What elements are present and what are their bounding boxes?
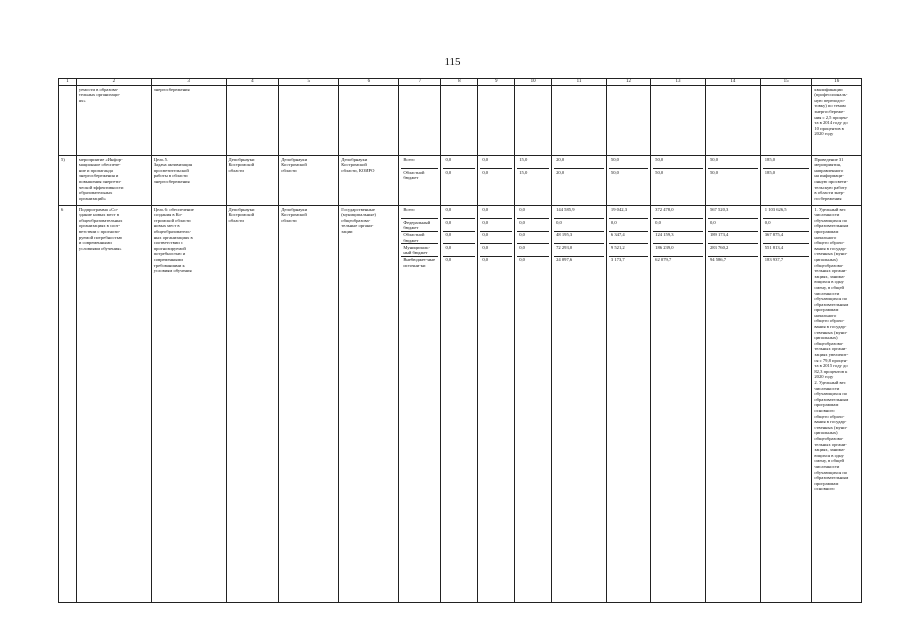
value: 48 195,3 (554, 232, 604, 245)
goal-cell-line: общеобразователь- (153, 228, 191, 234)
value: 0,0 (480, 244, 512, 257)
column-header-7: 7 (399, 79, 441, 86)
coexecutor-cell (279, 206, 339, 603)
value: 0,0 (443, 219, 475, 232)
expected-result-cell-line: тельных органи- (814, 441, 847, 447)
expected-result-cell-line: вания в государ- (814, 245, 847, 251)
responsible-cell-line: Костромской (228, 212, 255, 218)
responsible-cell-line: области (228, 167, 244, 173)
program-name-cell-line: повышения энергети- (78, 178, 122, 184)
program-name-cell (76, 156, 151, 206)
responsible-cell-line: Костромской (228, 162, 255, 168)
value: 15,0 (517, 157, 549, 170)
participant-cell (339, 86, 399, 156)
value: 50,0 (709, 169, 718, 175)
expected-result-cell-line: начального (814, 234, 837, 240)
expected-result-cell-line: ципальных) (814, 335, 838, 341)
funding-source-part: бюджет (403, 175, 419, 181)
expected-result-cell-line: товку) по темам (814, 103, 846, 109)
column-header-14: 14 (705, 79, 760, 86)
expected-result-cell-line: обучающихся по (814, 217, 848, 223)
expected-result-cell (812, 206, 862, 603)
expected-result-cell-line: образовательным (814, 396, 849, 402)
column-header-15: 15 (760, 79, 812, 86)
program-name-cell-line: здание новых мест в (78, 212, 119, 218)
row-number: 6 (59, 206, 77, 603)
value: 367 875,4 (763, 232, 810, 245)
responsible-cell-line: Депобрнауки (228, 156, 255, 162)
value-cell-col-9 (478, 156, 515, 206)
value: 50,0 (610, 169, 619, 175)
expected-result-cell-line: ную переподго- (814, 97, 846, 103)
program-table (58, 78, 862, 603)
goal-cell-line: современными (153, 256, 183, 262)
expected-result-cell-line: образовательным (814, 223, 849, 229)
value: 50,0 (655, 169, 664, 175)
column-header-1: 1 (59, 79, 77, 86)
value-cell-col-9 (478, 206, 515, 603)
responsible-cell (226, 156, 279, 206)
value-cell-col-14 (705, 156, 760, 206)
program-name-cell-line: условиями обучения» (78, 245, 122, 251)
funding-source-part: Областной (403, 169, 425, 175)
column-header-9: 9 (478, 79, 515, 86)
expected-result-cell-line: энергосбереже- (814, 108, 845, 114)
expected-result-cell-line: программам (814, 228, 839, 234)
value: 0,0 (445, 169, 452, 175)
expected-result-cell-line: основного (814, 486, 835, 492)
value-cell-col-8 (441, 86, 478, 156)
value: 20,0 (554, 157, 604, 170)
value-cell-col-12 (606, 156, 650, 206)
value: 0,0 (480, 157, 512, 170)
coexecutor-cell-line: Депобрнауки (281, 156, 308, 162)
program-name-cell-line: тельных организаци- (78, 92, 121, 98)
program-name-cell-line: руемой потребностью (78, 234, 123, 240)
goal-cell-line: соответствии с (153, 240, 183, 246)
value-cell-col-13 (651, 206, 706, 603)
value: 9 521,2 (609, 244, 648, 257)
value: 0,0 (480, 219, 512, 232)
expected-result-cell-line: в области энер- (814, 190, 845, 196)
value-cell-col-11 (552, 206, 607, 603)
expected-result-cell-line: смену, в общей (814, 458, 844, 464)
page-number: 115 (444, 56, 461, 68)
expected-result-cell-line: зациях увеличит- (814, 352, 849, 358)
participant-cell (339, 206, 399, 603)
value: 186 239,0 (653, 244, 703, 257)
program-name-cell-line: энергосбережения и (78, 173, 119, 179)
value-cell-col-13 (651, 86, 706, 156)
expected-result-cell-line: мероприятия, (814, 162, 841, 168)
value: 0,0 (653, 219, 703, 232)
expected-result-cell-line: 10 процентов в (814, 125, 844, 131)
value: 0,0 (517, 232, 549, 245)
value: 0,0 (480, 232, 512, 245)
expected-result-cell-line: ственных (муни- (814, 329, 848, 335)
value: 0,0 (445, 257, 452, 263)
value-cell-col-10 (515, 86, 552, 156)
expected-result-cell-line: та в 2015 году до (814, 363, 848, 369)
expected-result-cell (812, 86, 862, 156)
participant-cell-line: Депобрнауки (341, 156, 368, 162)
coexecutor-cell-line: области (281, 217, 297, 223)
value: 0,0 (517, 244, 549, 257)
expected-result-cell-line: общего образо- (814, 240, 845, 246)
expected-result-cell-line: образовательным (814, 301, 849, 307)
expected-result-cell-line: численности (814, 463, 840, 469)
value: 0,0 (443, 244, 475, 257)
responsible-cell-line: Депобрнауки (228, 206, 255, 212)
funding-source: Федеральный бюджет (401, 219, 438, 232)
responsible-cell-line: области (228, 217, 244, 223)
program-name-cell-line: мационное обеспече- (78, 162, 121, 168)
coexecutor-cell-line: области (281, 167, 297, 173)
expected-result-cell-line: программам (814, 480, 839, 486)
value-cell-col-8 (441, 156, 478, 206)
goal-cell-line: работы в области (153, 173, 188, 179)
value: 20,0 (556, 169, 565, 175)
value-cell-col-10 (515, 206, 552, 603)
goal-cell-line: новых мест в (153, 223, 180, 229)
expected-result-cell-line: обучающихся по (814, 391, 848, 397)
expected-result-cell-line: ся с 79,8 процен- (814, 357, 848, 363)
value: 24 097,6 (556, 257, 573, 263)
expected-result-cell-line: квалификации (814, 86, 843, 92)
expected-result-cell-line: ственных (муни- (814, 424, 848, 430)
goal-cell-line: стромской области (153, 217, 191, 223)
value: 567 520,3 (708, 207, 758, 220)
value: 0,0 (519, 257, 525, 263)
goal-cell-line: условиям обучения (153, 268, 192, 274)
responsible-cell (226, 86, 279, 156)
value: 1 103 626,5 (763, 207, 810, 220)
funding-source: Муниципаль-ный бюджет (401, 244, 438, 257)
program-name-cell-line: организациях в соот- (78, 223, 121, 229)
participant-cell-line: Костромской (341, 162, 367, 168)
value: 94 586,7 (709, 257, 727, 263)
value: 0,0 (517, 207, 549, 220)
value: 62 079,7 (655, 257, 672, 263)
value-cell-col-11 (552, 156, 607, 206)
column-header-6: 6 (339, 79, 399, 86)
expected-result-cell-line: вания в государ- (814, 324, 847, 330)
goal-cell-line: создания в Ко- (153, 212, 183, 218)
coexecutor-cell-line: Депобрнауки (281, 206, 308, 212)
value: 0,0 (708, 219, 758, 232)
expected-result-cell-line: общеобразова- (814, 435, 844, 441)
value-cell-col-9 (478, 86, 515, 156)
expected-result-cell-line: онную просвети- (814, 178, 848, 184)
value: 144 585,9 (554, 207, 604, 220)
value: 0,0 (517, 219, 549, 232)
expected-result-cell-line: общеобразова- (814, 340, 844, 346)
expected-result-cell-line: общеобразова- (814, 262, 844, 268)
value-cell-col-15 (760, 206, 812, 603)
goal-cell-line: требованиями к (153, 262, 185, 268)
funding-source: Всего (401, 157, 438, 170)
table-row (59, 86, 862, 156)
row-number (59, 86, 77, 156)
expected-result-cell-line: зациях, занима- (814, 273, 846, 279)
value: 50,0 (653, 157, 703, 170)
expected-result-cell-line: обучающихся по (814, 469, 848, 475)
expected-result-cell-line: общего образо- (814, 318, 845, 324)
goal-cell-line: Цель 6: обеспечение (153, 206, 194, 212)
column-header-2: 2 (76, 79, 151, 86)
expected-result-cell-line: тельных органи- (814, 346, 847, 352)
goal-cell (151, 206, 226, 603)
value-cell-col-8 (441, 206, 478, 603)
expected-result-cell-line: госбережения (814, 195, 842, 201)
value-cell-col-10 (515, 156, 552, 206)
participant-cell-line: общеобразова- (341, 217, 371, 223)
responsible-cell (226, 206, 279, 603)
column-header-10: 10 (515, 79, 552, 86)
row-number: 5) (59, 156, 77, 206)
expected-result-cell-line: тельскую работу (814, 184, 848, 190)
column-header-4: 4 (226, 79, 279, 86)
expected-result-cell-line: численности (814, 385, 840, 391)
goal-cell-line: Цель 5. (153, 156, 169, 162)
value: 551 813,4 (763, 244, 810, 257)
column-header-13: 13 (651, 79, 706, 86)
goal-cell-line: энергосбережения (153, 178, 190, 184)
value-cell-col-14 (705, 86, 760, 156)
expected-result-cell-line: численности (814, 290, 840, 296)
value: 0,0 (763, 219, 810, 232)
program-name-cell-line: организаций» (78, 195, 106, 201)
value: 72 293,0 (554, 244, 604, 257)
value-cell-col-14 (705, 206, 760, 603)
goal-cell-line: прогнозируемой (153, 245, 186, 251)
funding-source-cell (399, 86, 441, 156)
funding-source: Внебюджет-ные источни-ки (403, 257, 436, 268)
value: 3 173,7 (610, 257, 625, 263)
value: 183 937,7 (764, 257, 784, 263)
program-name-cell-line: общеобразовательных (78, 217, 123, 223)
expected-result-cell-line: 2020 году (814, 131, 834, 137)
goal-cell-line: энергосбережения (153, 86, 190, 92)
program-name-cell-line: образовательных (78, 190, 113, 196)
value: 372 478,0 (653, 207, 703, 220)
column-header-8: 8 (441, 79, 478, 86)
program-name-cell-line: ях» (78, 97, 86, 103)
value-cell-col-12 (606, 86, 650, 156)
expected-result-cell-line: вания в государ- (814, 419, 847, 425)
expected-result-cell-line: начального (814, 312, 837, 318)
participant-cell-line: зации (341, 228, 353, 234)
funding-source-cell (399, 156, 441, 206)
participant-cell-line: (муниципальные) (341, 212, 376, 218)
value: 0,0 (443, 157, 475, 170)
program-name-cell-line: ческой эффективности (78, 184, 124, 190)
expected-result-cell-line: ющихся в одну (814, 279, 844, 285)
coexecutor-cell-line: Костромской (281, 162, 307, 168)
expected-result-cell-line: тельных органи- (814, 268, 847, 274)
value: 50,0 (708, 157, 758, 170)
coexecutor-cell (279, 86, 339, 156)
expected-result-cell-line: программам (814, 307, 839, 313)
expected-result-cell-line: 82,3 процентов к (814, 368, 848, 374)
value-cell-col-15 (760, 86, 812, 156)
program-name-cell-line: Подпрограмма «Со- (78, 206, 119, 212)
goal-cell-line: Задача активизация (153, 162, 192, 168)
column-header-5: 5 (279, 79, 339, 86)
value-cell-col-13 (651, 156, 706, 206)
expected-result-cell-line: образовательным (814, 475, 849, 481)
expected-result-cell-line: направленного (814, 167, 844, 173)
coexecutor-cell-line: Костромской (281, 212, 307, 218)
value: 185,0 (764, 169, 776, 175)
expected-result-cell-line: 1. Удельный вес (814, 206, 846, 212)
funding-source: Всего (401, 207, 438, 220)
participant-cell-line: тельные органи- (341, 223, 374, 229)
header-row (59, 79, 862, 86)
value: 0,0 (480, 207, 512, 220)
value: 19 042,3 (609, 207, 648, 220)
expected-result-cell-line: обучающихся по (814, 296, 848, 302)
value: 0,0 (482, 257, 489, 263)
value: 185,0 (763, 157, 810, 170)
column-header-11: 11 (552, 79, 607, 86)
value: 0,0 (554, 219, 604, 232)
program-name-cell-line: ветствии с прогнози- (78, 228, 121, 234)
goal-cell-line: потребностью и (153, 251, 186, 257)
value: 0,0 (482, 169, 489, 175)
program-name-cell (76, 86, 151, 156)
program-name-cell-line: ние и пропаганда (78, 167, 113, 173)
expected-result-cell-line: ципальных) (814, 430, 838, 436)
expected-result-cell-line: зациях, занима- (814, 447, 846, 453)
expected-result-cell-line: ния с 2,5 процен- (814, 114, 849, 120)
value: 0,0 (443, 232, 475, 245)
table-row (59, 206, 862, 603)
expected-result-cell-line: Проведение 31 (814, 156, 844, 162)
funding-source (401, 169, 438, 184)
value: 50,0 (609, 157, 648, 170)
column-header-12: 12 (606, 79, 650, 86)
expected-result-cell-line: ющихся в одну (814, 452, 844, 458)
value: 6 347,4 (609, 232, 648, 245)
participant-cell-line: области, КОИРО (341, 167, 375, 173)
goal-cell-line: ных организациях в (153, 234, 193, 240)
value-cell-col-15 (760, 156, 812, 206)
expected-result-cell-line: ципальных) (814, 256, 838, 262)
expected-result-cell-line: (профессиональ- (814, 92, 848, 98)
value: 15,0 (519, 169, 528, 175)
program-name-cell-line: и современными (78, 240, 112, 246)
coexecutor-cell (279, 156, 339, 206)
program-name-cell (76, 206, 151, 603)
goal-cell (151, 156, 226, 206)
funding-source-cell (399, 206, 441, 603)
expected-result-cell-line: основного (814, 407, 835, 413)
value-cell-col-11 (552, 86, 607, 156)
expected-result-cell-line: 2. Удельный вес (814, 380, 846, 385)
expected-result-cell-line: численности (814, 212, 840, 218)
expected-result-cell-line: программам (814, 402, 839, 408)
expected-result-cell-line: та в 2014 году до (814, 120, 848, 126)
goal-cell (151, 86, 226, 156)
goal-cell-line: просветительской (153, 167, 189, 173)
expected-result-cell-line: 2020 году (814, 374, 834, 380)
program-name-cell-line: мероприятие «Инфор- (78, 156, 123, 162)
value: 0,0 (609, 219, 648, 232)
expected-result-cell-line: смену, в общей (814, 284, 844, 290)
program-name-cell-line: уемости в образова- (78, 86, 119, 92)
expected-result-cell-line: общего образо- (814, 413, 845, 419)
value: 283 760,2 (708, 244, 758, 257)
value: 0,0 (443, 207, 475, 220)
value: 124 159,3 (653, 232, 703, 245)
value-cell-col-12 (606, 206, 650, 603)
column-header-16: 16 (812, 79, 862, 86)
participant-cell (339, 156, 399, 206)
value: 189 173,4 (708, 232, 758, 245)
expected-result-cell-line: ственных (муни- (814, 251, 848, 257)
participant-cell-line: Государственные (341, 206, 375, 212)
expected-result-cell (812, 156, 862, 206)
expected-result-cell-line: на информаци- (814, 173, 844, 179)
funding-source: Областной бюджет (401, 232, 438, 245)
table-row (59, 156, 862, 206)
column-header-3: 3 (151, 79, 226, 86)
